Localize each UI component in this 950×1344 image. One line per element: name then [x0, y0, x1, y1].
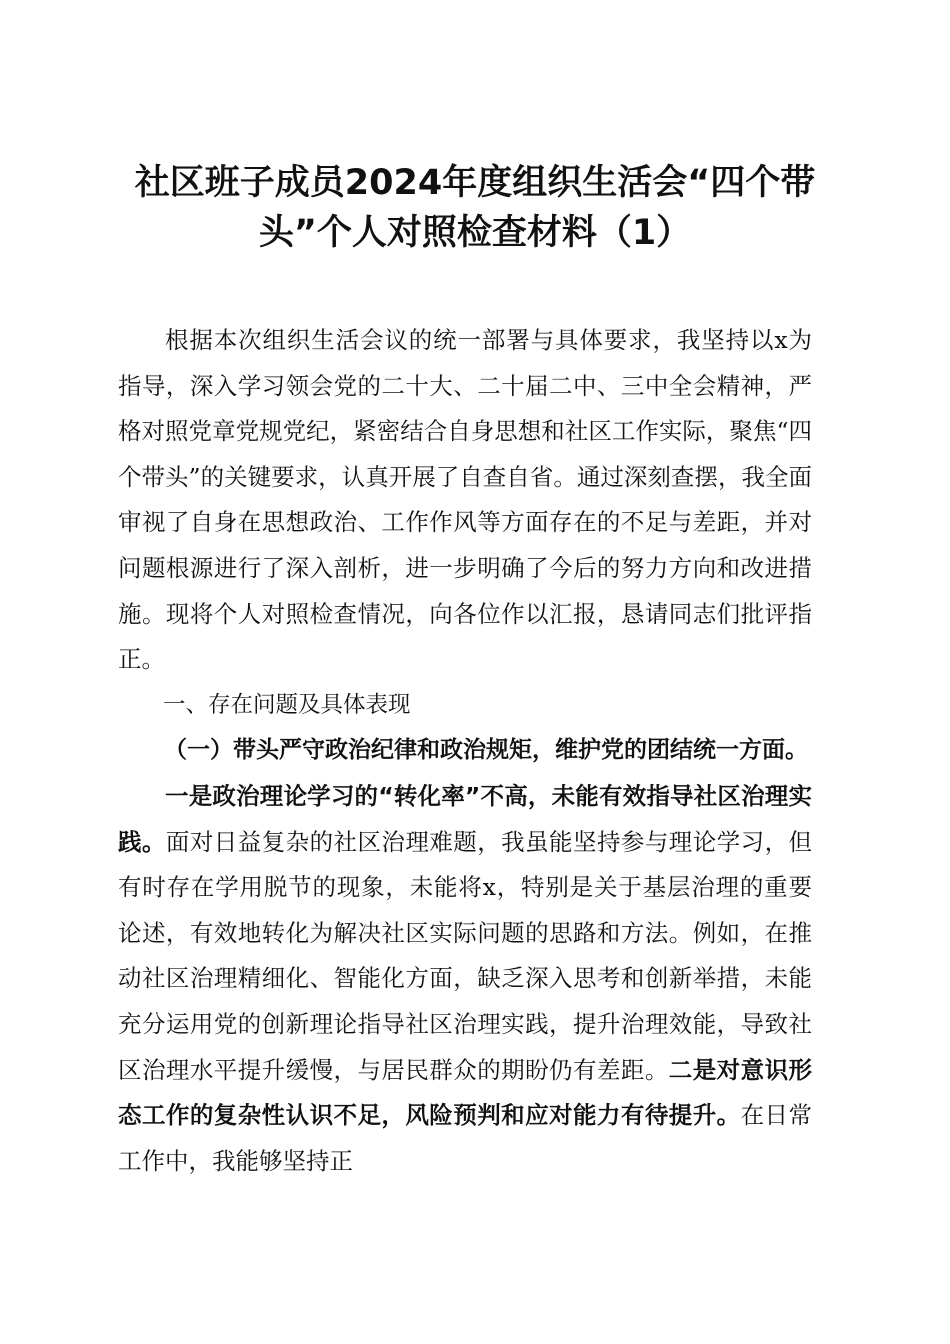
point-two-lead: 二是对意识形态工作的复杂性认识不足，风险预判和应对能力有待提升。 [118, 1055, 813, 1130]
intro-paragraph: 根据本次组织生活会议的统一部署与具体要求，我坚持以x为指导，深入学习领会党的二十大、二十届二中、三中全会精神，严格对照党章党规党纪，紧密结合自身思想和社区工作实际，聚焦“四个带头”的关键要求，认真开展了自查自省。通过深刻查摆，我全面审视了自身在思想政治、工作作风等方面存在的不足与差距，并对问题根源进行了深入剖析，进一步明确了今后的努力方向和改进措施。现将个人对照检查情况，向各位作以汇报，恳请同志们批评指正。 [118, 326, 812, 674]
point-one-lead: 一是政治理论学习的“转化率”不高，未能有效指导社区治理实践。 [118, 781, 812, 856]
section-heading-problems: 一、存在问题及具体表现 [163, 691, 411, 718]
point-two-text: 在日常工作中，我能够坚持正 [118, 1101, 813, 1175]
subsection-heading-political-discipline: （一）带头严守政治纪律和政治规矩，维护党的团结统一方面。 [164, 737, 808, 764]
problem-paragraph [118, 774, 812, 1184]
point-one-text: 面对日益复杂的社区治理难题，我虽能坚持参与理论学习，但有时存在学用脱节的现象，未能将x，特别是关于基层治理的重要论述，有效地转化为解决社区实际问题的思路和方法。例如，在推动社区治理精细化、智能化方面，缺乏深入思考和创新举措，未能充分运用党的创新理论指导社区治理实践，提升治理效能，导致社区治理水平提升缓慢，与居民群众的期盼仍有差距。 [118, 827, 813, 1084]
document-title: 社区班子成员2024年度组织生活会“四个带头”个人对照检查材料（1） [134, 163, 816, 253]
document-body [118, 318, 812, 1184]
